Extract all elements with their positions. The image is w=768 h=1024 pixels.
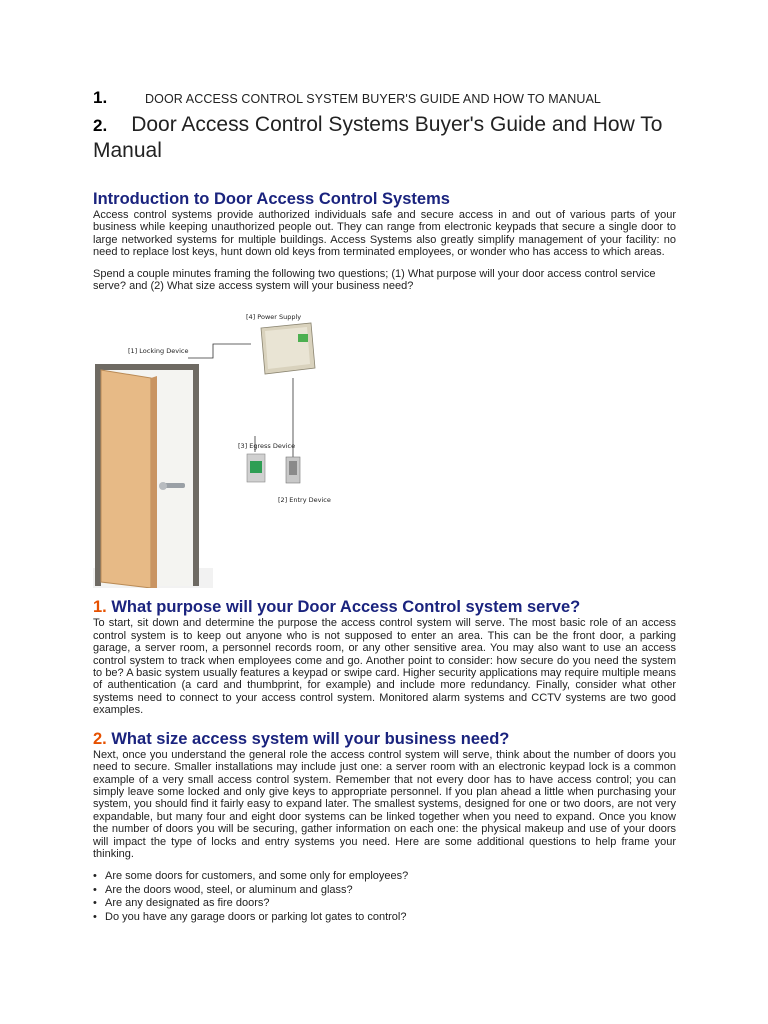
question-list (93, 870, 676, 924)
label-power-supply: [4] Power Supply (246, 313, 302, 322)
door-edge (151, 376, 157, 588)
title-line-1 (93, 88, 676, 108)
label-entry-device: [2] Entry Device (278, 496, 331, 505)
access-system-diagram (93, 306, 338, 588)
list-item: • Are the doors wood, steel, or aluminum and glass? (105, 884, 676, 898)
section-2-title: What size access system will your business need? (111, 729, 510, 748)
title-line-2-number: 2. (93, 116, 108, 135)
title-line-2 (93, 112, 676, 163)
intro-paragraph-1: Access control systems provide authorized individuals safe and secure access in and out of various parts of your business while keeping unauthorized people out. They can range from electronic keypads that secure a single door to large networked systems for multiple buildings. Access Systems also greatly simplify management of your facility: no need to replace lost keys, hunt down old keys from terminated employees, or wonder who has access to which areas. (93, 209, 676, 259)
access-system-diagram-svg (93, 306, 338, 588)
egress-button-icon (250, 461, 262, 473)
intro-heading: Introduction to Door Access Control Systems (93, 190, 450, 208)
entry-keypad-keys (289, 461, 297, 475)
power-supply-interior (265, 327, 310, 369)
section-2-body: Next, once you understand the general role the access control system will serve, think about the number of doors you need to secure. Smaller installations may include just one: a server room with an electronic keypad lock is a common example of a very small access control system. Remember that not every door has to have access control; you can simply leave some locked and only give keys to appropriate personnel. If you plan ahead a little when purchasing your system, you should find it fairly easy to expand later. The smallest systems, designed for one or two doors, are not very expandable, but many four and eight door systems can be linked together when you need to expand. Once you know the number of doors you will be securing, gather information on each one: the physical makeup and use of your doors will impact the type of locks and entry systems you need. Here are some additional questions to help frame your thinking. (93, 748, 676, 860)
section-1-title: What purpose will your Door Access Control system serve? (111, 598, 581, 617)
wire-lock-to-power (188, 344, 251, 358)
section-1-heading (93, 597, 676, 617)
title-line-1-number: 1. (93, 88, 108, 107)
list-item: • Are some doors for customers, and some only for employees? (105, 870, 676, 884)
list-item: • Do you have any garage doors or parking lot gates to control? (105, 911, 676, 925)
title-line-1-text: DOOR ACCESS CONTROL SYSTEM BUYER'S GUIDE AND HOW TO MANUAL (145, 92, 601, 106)
door-knob-rose (159, 482, 167, 490)
title-line-2-text: Door Access Control Systems Buyer's Guide and How To Manual (93, 113, 663, 162)
list-item: • Are any designated as fire doors? (105, 897, 676, 911)
section-2-number: 2. (93, 729, 107, 748)
intro-paragraph-2: Spend a couple minutes framing the following two questions; (1) What purpose will your door access control service serve? and (2) What size access system will your business need? (93, 267, 656, 293)
power-supply-board (298, 334, 308, 342)
label-locking-device: [1] Locking Device (128, 347, 189, 356)
document-page (93, 88, 676, 924)
section-1-body: To start, sit down and determine the purpose the access control system will serve. The most basic role of an access control system is to keep out anyone who is not supposed to enter an area. This can be the front door, a parking garage, a server room, a personnel records room, or any other sensitive area. You may also want to use an access control system to track when employees come and go. Another point to consider: how secure do you need the system to be? A basic system usually features a keypad or swipe card. Higher security applications may require multiple means of authentication (a card and thumbprint, for example) and include more redundancy. Finally, consider what other systems need to connect to your access control system. Monitored alarm systems and CCTV systems are two good examples. (93, 617, 676, 717)
door-leaf (101, 370, 151, 588)
section-2-heading (93, 729, 676, 749)
section-1-number: 1. (93, 598, 107, 617)
label-egress-device: [3] Egress Device (238, 442, 296, 451)
